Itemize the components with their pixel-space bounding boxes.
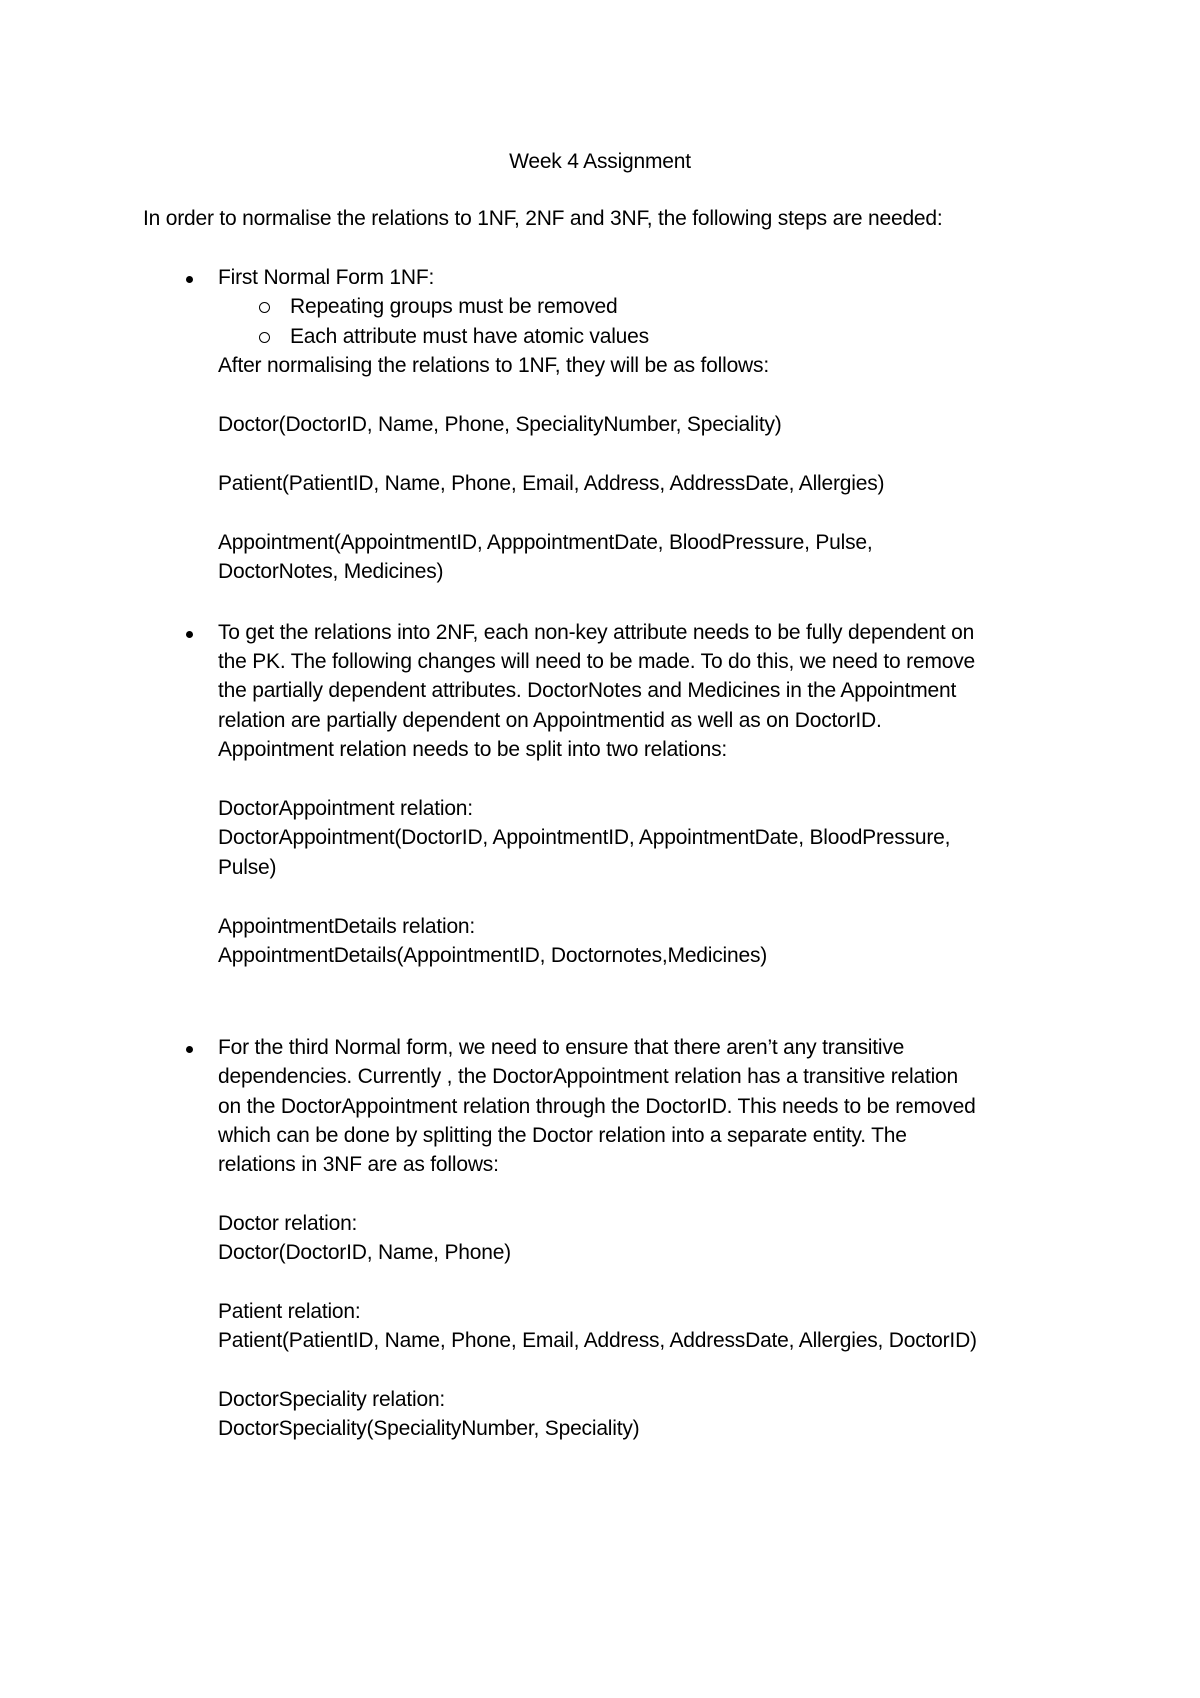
appointment-details-relation: AppointmentDetails(AppointmentID, Doctornotes,Medicines) — [218, 944, 768, 967]
doctor-appointment-relation-line1: DoctorAppointment(DoctorID, AppointmentID, AppointmentDate, BloodPressure, — [218, 826, 951, 849]
section3-line: on the DoctorAppointment relation through the DoctorID. This needs to be removed — [218, 1095, 976, 1118]
section1-heading: First Normal Form 1NF: — [218, 266, 435, 289]
section1-after-text: After normalising the relations to 1NF, they will be as follows: — [218, 354, 769, 377]
section3-line: which can be done by splitting the Doctor relation into a separate entity. The — [218, 1124, 907, 1147]
doctor-relation-3nf: Doctor(DoctorID, Name, Phone) — [218, 1241, 511, 1264]
section1-sub-item-1: Repeating groups must be removed — [290, 295, 618, 318]
section1-doctor-relation: Doctor(DoctorID, Name, Phone, SpecialityNumber, Speciality) — [218, 413, 782, 436]
circle-bullet-icon — [259, 302, 270, 313]
doctor-appointment-label: DoctorAppointment relation: — [218, 797, 473, 820]
page-title: Week 4 Assignment — [509, 150, 691, 173]
patient-relation-3nf: Patient(PatientID, Name, Phone, Email, Address, AddressDate, Allergies, DoctorID) — [218, 1329, 977, 1352]
section1-patient-relation: Patient(PatientID, Name, Phone, Email, Address, AddressDate, Allergies) — [218, 472, 885, 495]
section2-line: the partially dependent attributes. DoctorNotes and Medicines in the Appointment — [218, 679, 957, 702]
section2-line: relation are partially dependent on Appointmentid as well as on DoctorID. — [218, 709, 882, 732]
section3-line: For the third Normal form, we need to ensure that there aren’t any transitive — [218, 1036, 905, 1059]
section2-line: the PK. The following changes will need to be made. To do this, we need to remove — [218, 650, 975, 673]
doctor-relation-label: Doctor relation: — [218, 1212, 358, 1235]
section2-line: Appointment relation needs to be split into two relations: — [218, 738, 728, 761]
section2-line: To get the relations into 2NF, each non-key attribute needs to be fully dependent on — [218, 621, 975, 644]
section1-appointment-relation-line2: DoctorNotes, Medicines) — [218, 560, 444, 583]
bullet-icon — [186, 1046, 193, 1053]
doctor-appointment-relation-line2: Pulse) — [218, 856, 277, 879]
section3-line: relations in 3NF are as follows: — [218, 1153, 499, 1176]
intro-paragraph: In order to normalise the relations to 1NF, 2NF and 3NF, the following steps are needed: — [143, 207, 943, 230]
speciality-relation-3nf: DoctorSpeciality(SpecialityNumber, Speciality) — [218, 1417, 640, 1440]
section1-appointment-relation-line1: Appointment(AppointmentID, ApppointmentDate, BloodPressure, Pulse, — [218, 531, 873, 554]
circle-bullet-icon — [259, 332, 270, 343]
section3-line: dependencies. Currently , the DoctorAppointment relation has a transitive relation — [218, 1065, 959, 1088]
bullet-icon — [186, 631, 193, 638]
section1-sub-item-2: Each attribute must have atomic values — [290, 325, 649, 348]
speciality-relation-label: DoctorSpeciality relation: — [218, 1388, 446, 1411]
bullet-icon — [186, 276, 193, 283]
appointment-details-label: AppointmentDetails relation: — [218, 915, 476, 938]
patient-relation-label: Patient relation: — [218, 1300, 361, 1323]
